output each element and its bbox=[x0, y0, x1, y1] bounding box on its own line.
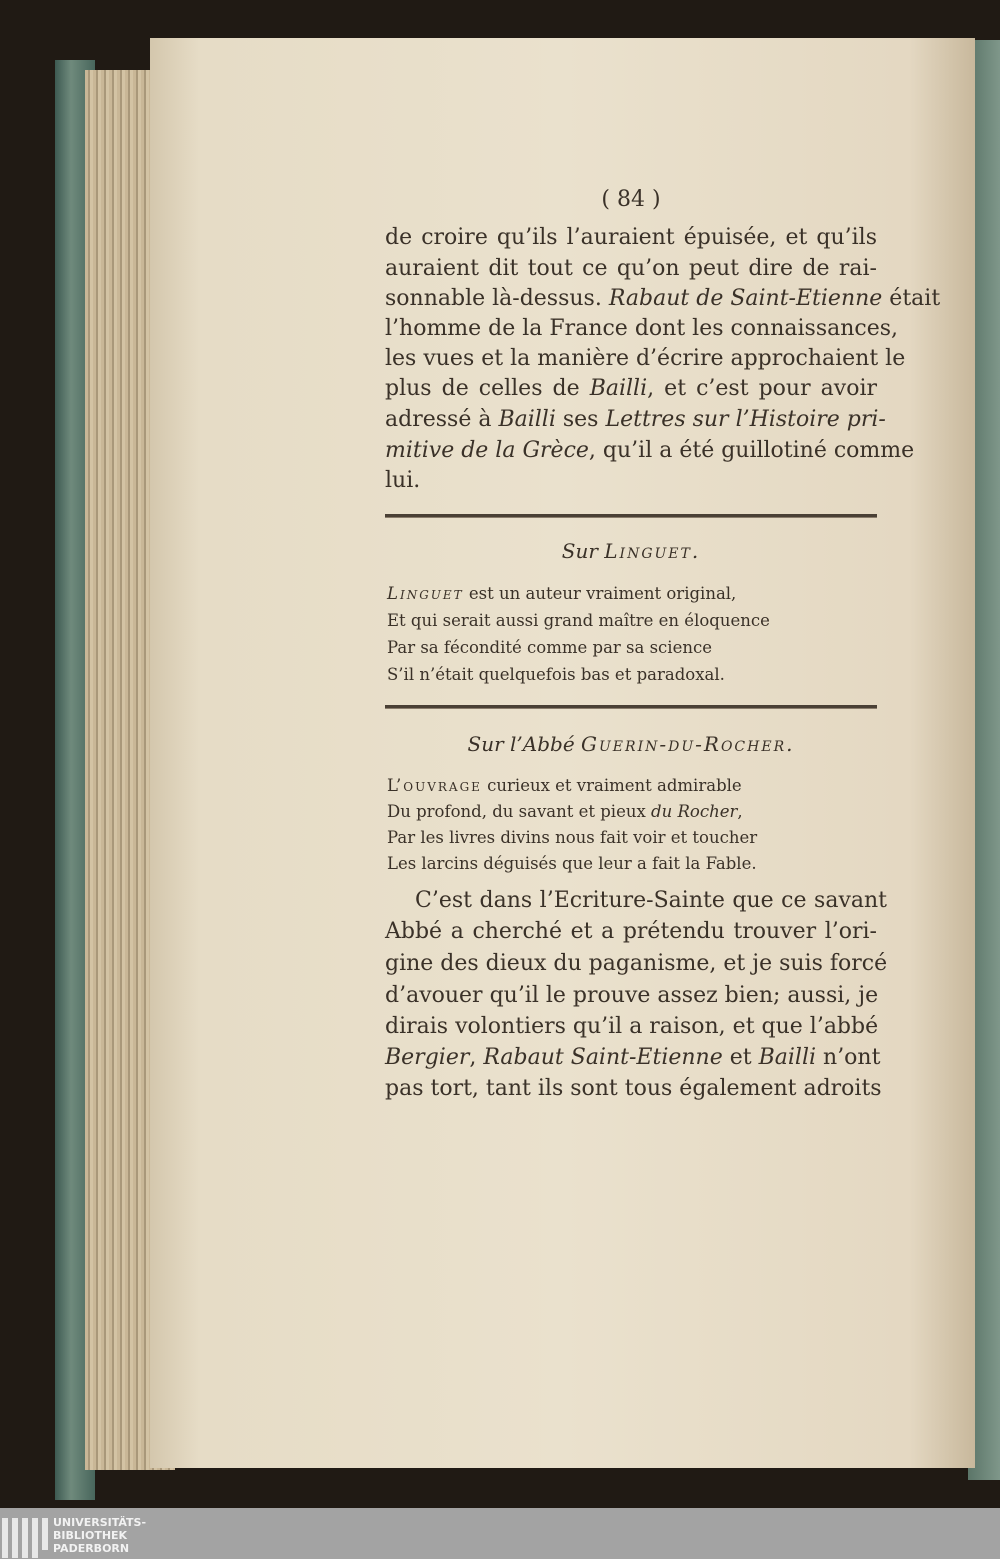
text: , qu’il a été guillotiné comme bbox=[588, 438, 915, 463]
title-name: Guerin-du-Rocher. bbox=[581, 732, 795, 756]
text-line: auraient dit tout ce qu’on peut dire de rai- bbox=[385, 256, 877, 281]
italic-name: Bergier bbox=[385, 1045, 470, 1070]
text-line bbox=[385, 437, 915, 465]
italic-name: Bailli bbox=[589, 376, 648, 401]
library-logo-text bbox=[53, 1516, 146, 1555]
logo-line: UNIVERSITÄTS- bbox=[53, 1516, 147, 1529]
text: sonnable là-dessus. bbox=[385, 286, 609, 311]
verse-line: S’il n’était quelquefois bas et paradoxal. bbox=[387, 665, 725, 684]
text-line bbox=[385, 285, 941, 313]
logo-line: PADERBORN bbox=[53, 1542, 130, 1555]
text: plus de celles de bbox=[385, 376, 590, 401]
verse-line: Par les livres divins nous fait voir et toucher bbox=[387, 828, 758, 847]
section-title-guerin bbox=[385, 730, 877, 758]
text-line: lui. bbox=[385, 468, 421, 493]
text-line bbox=[385, 1044, 881, 1072]
text: ses bbox=[555, 407, 606, 432]
verse-line bbox=[387, 772, 817, 800]
text: , bbox=[469, 1045, 484, 1070]
text-line: Abbé a cherché et a prétendu trouver l’ori- bbox=[385, 919, 877, 944]
italic-name: Rabaut Saint-Etienne bbox=[483, 1045, 723, 1070]
text: curieux et vraiment admirable bbox=[481, 776, 742, 795]
italic-name: du Rocher bbox=[651, 802, 738, 821]
text-line bbox=[385, 406, 886, 434]
text: , bbox=[737, 802, 743, 821]
verse-line: Par sa fécondité comme par sa science bbox=[387, 638, 712, 657]
text-line: gine des dieux du paganisme, et je suis forcé bbox=[385, 951, 888, 976]
text: n’ont bbox=[816, 1045, 881, 1070]
text: Du profond, du savant et pieux bbox=[387, 802, 652, 821]
text: était bbox=[882, 286, 941, 311]
title-prefix: Sur bbox=[561, 539, 605, 563]
text-line: l’homme de la France dont les connaissances, bbox=[385, 316, 899, 341]
verse-line: Les larcins déguisés que leur a fait la Fable. bbox=[387, 854, 757, 873]
verse-line: Et qui serait aussi grand maître en éloquence bbox=[387, 611, 770, 630]
text-line: les vues et la manière d’écrire approchaient le bbox=[385, 346, 906, 371]
logo-line: BIBLIOTHEK bbox=[53, 1529, 128, 1542]
italic-title: Lettres sur l’Histoire pri- bbox=[605, 407, 886, 432]
text: est un auteur vraiment original, bbox=[463, 584, 737, 603]
section-rule bbox=[385, 705, 877, 709]
italic-name: Rabaut de Saint-Etienne bbox=[608, 286, 883, 311]
section-title-linguet bbox=[385, 537, 877, 565]
text-line: dirais volontiers qu’il a raison, et que l’abbé bbox=[385, 1014, 879, 1039]
verse-name: Linguet bbox=[387, 584, 464, 603]
page-number: ( 84 ) bbox=[601, 187, 661, 212]
library-footer bbox=[0, 1508, 1000, 1559]
title-name: Linguet. bbox=[604, 539, 701, 563]
title-prefix: Sur l’Abbé bbox=[467, 732, 582, 756]
italic-name: Bailli bbox=[758, 1045, 817, 1070]
text-line: C’est dans l’Ecriture-Sainte que ce savant bbox=[415, 888, 887, 913]
verse-line bbox=[387, 580, 817, 608]
verse-line bbox=[387, 798, 817, 826]
italic-name: Bailli bbox=[498, 407, 556, 432]
verse-word: L’ouvrage bbox=[387, 776, 482, 795]
text-line: d’avouer qu’il le prouve assez bien; aussi, je bbox=[385, 983, 879, 1008]
text-line bbox=[385, 375, 877, 403]
italic-title: mitive de la Grèce bbox=[385, 438, 589, 463]
text-line: pas tort, tant ils sont tous également adroits bbox=[385, 1076, 882, 1101]
section-rule bbox=[385, 514, 877, 518]
text: adressé à bbox=[385, 407, 499, 432]
text: et bbox=[722, 1045, 759, 1070]
text-line: de croire qu’ils l’auraient épuisée, et qu’ils bbox=[385, 225, 877, 250]
text: , et c’est pour avoir bbox=[647, 376, 877, 401]
